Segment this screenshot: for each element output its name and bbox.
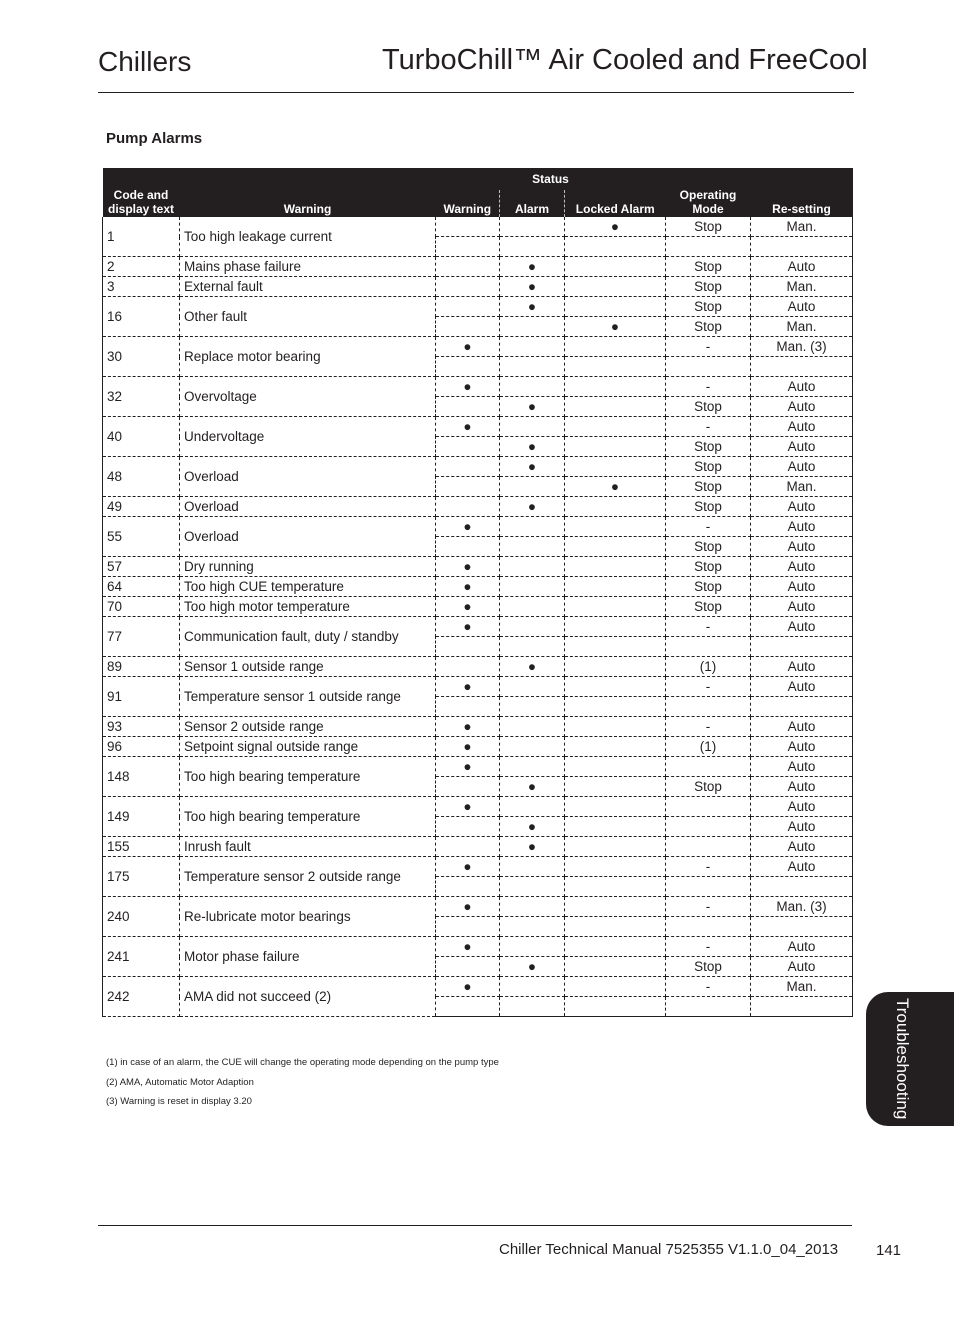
table-row	[103, 557, 853, 577]
status-warning-cell: ●	[436, 557, 500, 577]
operating-mode-cell: Stop	[666, 597, 751, 617]
status-warning-cell: ●	[436, 597, 500, 617]
operating-mode-cell: -	[666, 517, 751, 537]
table-row	[103, 797, 853, 817]
status-locked-cell	[565, 937, 666, 957]
resetting-cell	[751, 997, 853, 1017]
alarm-code: 70	[103, 597, 180, 617]
table-row	[103, 937, 853, 957]
status-locked-cell	[565, 537, 666, 557]
table-row	[103, 857, 853, 877]
operating-mode-cell: -	[666, 377, 751, 397]
resetting-cell: Auto	[751, 737, 853, 757]
table-row	[103, 977, 853, 997]
status-alarm-cell: ●	[500, 457, 565, 477]
footer-manual-title: Chiller Technical Manual 7525355 V1.1.0_04_2013	[499, 1241, 839, 1258]
status-alarm-cell	[500, 897, 565, 917]
resetting-cell: Man.	[751, 217, 853, 237]
alarm-code: 48	[103, 457, 180, 497]
alarm-description: Communication fault, duty / standby	[180, 617, 436, 657]
operating-mode-cell: Stop	[666, 777, 751, 797]
status-locked-cell	[565, 617, 666, 637]
status-locked-cell	[565, 957, 666, 977]
alarm-code: 57	[103, 557, 180, 577]
footer-rule	[98, 1225, 852, 1226]
resetting-cell: Auto	[751, 537, 853, 557]
alarm-description: Too high leakage current	[180, 217, 436, 257]
operating-mode-cell: Stop	[666, 557, 751, 577]
table-row	[103, 617, 853, 637]
status-alarm-cell	[500, 477, 565, 497]
status-locked-cell	[565, 797, 666, 817]
header-right-title: TurboChill™ Air Cooled and FreeCool	[382, 44, 868, 76]
table-row	[103, 257, 853, 277]
status-warning-cell: ●	[436, 937, 500, 957]
status-warning-cell: ●	[436, 857, 500, 877]
table-row	[103, 757, 853, 777]
status-alarm-cell: ●	[500, 837, 565, 857]
resetting-cell: Auto	[751, 377, 853, 397]
status-alarm-cell: ●	[500, 397, 565, 417]
status-locked-cell	[565, 337, 666, 357]
pump-alarms-table	[102, 168, 853, 1017]
alarm-code: 242	[103, 977, 180, 1017]
resetting-cell: Man.	[751, 477, 853, 497]
status-alarm-cell	[500, 797, 565, 817]
operating-mode-cell	[666, 837, 751, 857]
operating-mode-cell	[666, 757, 751, 777]
operating-mode-cell: Stop	[666, 317, 751, 337]
status-alarm-cell: ●	[500, 297, 565, 317]
alarm-code: 55	[103, 517, 180, 557]
alarm-description: Dry running	[180, 557, 436, 577]
resetting-cell: Auto	[751, 457, 853, 477]
operating-mode-cell: Stop	[666, 277, 751, 297]
alarm-code: 91	[103, 677, 180, 717]
status-warning-cell: ●	[436, 737, 500, 757]
status-locked-cell	[565, 597, 666, 617]
resetting-cell: Auto	[751, 397, 853, 417]
table-row	[103, 517, 853, 537]
status-locked-cell	[565, 277, 666, 297]
alarm-description: AMA did not succeed (2)	[180, 977, 436, 1017]
header-code: Code and display text	[103, 168, 180, 217]
resetting-cell: Auto	[751, 297, 853, 317]
alarm-code: 93	[103, 717, 180, 737]
status-locked-cell	[565, 757, 666, 777]
status-warning-cell: ●	[436, 677, 500, 697]
operating-mode-cell: -	[666, 897, 751, 917]
alarm-description: Undervoltage	[180, 417, 436, 457]
status-alarm-cell	[500, 537, 565, 557]
operating-mode-cell	[666, 877, 751, 897]
resetting-cell: Man. (3)	[751, 897, 853, 917]
operating-mode-cell: -	[666, 677, 751, 697]
status-locked-cell	[565, 297, 666, 317]
table-row	[103, 897, 853, 917]
alarm-description: Temperature sensor 1 outside range	[180, 677, 436, 717]
status-warning-cell	[436, 397, 500, 417]
operating-mode-cell	[666, 917, 751, 937]
alarm-code: 49	[103, 497, 180, 517]
header-status-alarm: Alarm	[500, 190, 565, 217]
status-warning-cell	[436, 257, 500, 277]
status-warning-cell	[436, 497, 500, 517]
status-locked-cell	[565, 437, 666, 457]
status-warning-cell: ●	[436, 897, 500, 917]
status-locked-cell	[565, 997, 666, 1017]
resetting-cell	[751, 877, 853, 897]
operating-mode-cell: Stop	[666, 457, 751, 477]
resetting-cell: Auto	[751, 937, 853, 957]
status-warning-cell	[436, 697, 500, 717]
table-body	[103, 217, 853, 1017]
resetting-cell: Man.	[751, 977, 853, 997]
status-alarm-cell	[500, 597, 565, 617]
alarm-description: Inrush fault	[180, 837, 436, 857]
status-locked-cell	[565, 457, 666, 477]
status-locked-cell	[565, 377, 666, 397]
status-alarm-cell	[500, 217, 565, 237]
header-rule	[98, 92, 854, 93]
status-alarm-cell: ●	[500, 497, 565, 517]
status-locked-cell: ●	[565, 317, 666, 337]
header-status-locked: Locked Alarm	[565, 190, 666, 217]
status-warning-cell	[436, 537, 500, 557]
resetting-cell: Man.	[751, 277, 853, 297]
operating-mode-cell: Stop	[666, 217, 751, 237]
resetting-cell: Auto	[751, 957, 853, 977]
alarm-description: Re-lubricate motor bearings	[180, 897, 436, 937]
status-warning-cell: ●	[436, 517, 500, 537]
status-locked-cell	[565, 357, 666, 377]
resetting-cell: Auto	[751, 717, 853, 737]
status-warning-cell	[436, 317, 500, 337]
status-warning-cell	[436, 457, 500, 477]
status-locked-cell: ●	[565, 477, 666, 497]
troubleshooting-tab[interactable]	[866, 992, 954, 1126]
table-row	[103, 837, 853, 857]
alarm-description: Replace motor bearing	[180, 337, 436, 377]
alarm-description: Mains phase failure	[180, 257, 436, 277]
resetting-cell: Auto	[751, 597, 853, 617]
resetting-cell: Auto	[751, 257, 853, 277]
status-alarm-cell	[500, 937, 565, 957]
alarm-description: Sensor 1 outside range	[180, 657, 436, 677]
status-alarm-cell: ●	[500, 437, 565, 457]
status-warning-cell: ●	[436, 717, 500, 737]
operating-mode-cell: Stop	[666, 297, 751, 317]
status-locked-cell	[565, 237, 666, 257]
status-alarm-cell: ●	[500, 777, 565, 797]
operating-mode-cell: Stop	[666, 577, 751, 597]
resetting-cell: Auto	[751, 557, 853, 577]
table-row	[103, 417, 853, 437]
operating-mode-cell	[666, 237, 751, 257]
resetting-cell: Auto	[751, 497, 853, 517]
resetting-cell: Auto	[751, 757, 853, 777]
troubleshooting-tab-label: Troubleshooting	[893, 998, 912, 1120]
alarm-code: 77	[103, 617, 180, 657]
table-header	[103, 168, 853, 217]
status-warning-cell	[436, 877, 500, 897]
status-alarm-cell	[500, 377, 565, 397]
status-locked-cell	[565, 977, 666, 997]
status-warning-cell	[436, 277, 500, 297]
status-alarm-cell: ●	[500, 817, 565, 837]
status-locked-cell	[565, 257, 666, 277]
status-locked-cell	[565, 517, 666, 537]
alarm-code: 155	[103, 837, 180, 857]
alarm-description: Too high motor temperature	[180, 597, 436, 617]
alarm-code: 148	[103, 757, 180, 797]
operating-mode-cell	[666, 697, 751, 717]
resetting-cell	[751, 237, 853, 257]
resetting-cell	[751, 637, 853, 657]
alarm-code: 3	[103, 277, 180, 297]
alarm-description: Overload	[180, 497, 436, 517]
resetting-cell	[751, 357, 853, 377]
status-locked-cell	[565, 877, 666, 897]
status-alarm-cell	[500, 317, 565, 337]
status-alarm-cell	[500, 637, 565, 657]
table-row	[103, 657, 853, 677]
resetting-cell: Man.	[751, 317, 853, 337]
table-row	[103, 577, 853, 597]
status-warning-cell	[436, 917, 500, 937]
status-warning-cell: ●	[436, 577, 500, 597]
resetting-cell: Auto	[751, 417, 853, 437]
operating-mode-cell: -	[666, 617, 751, 637]
resetting-cell: Auto	[751, 517, 853, 537]
page-number: 141	[876, 1242, 902, 1259]
table-row	[103, 217, 853, 237]
operating-mode-cell: Stop	[666, 957, 751, 977]
resetting-cell: Auto	[751, 437, 853, 457]
status-locked-cell	[565, 697, 666, 717]
status-warning-cell	[436, 217, 500, 237]
status-warning-cell	[436, 957, 500, 977]
alarm-code: 96	[103, 737, 180, 757]
status-warning-cell	[436, 837, 500, 857]
table-row	[103, 457, 853, 477]
table-row	[103, 717, 853, 737]
resetting-cell: Auto	[751, 837, 853, 857]
table-row	[103, 337, 853, 357]
status-alarm-cell	[500, 977, 565, 997]
resetting-cell	[751, 697, 853, 717]
resetting-cell: Auto	[751, 857, 853, 877]
status-locked-cell	[565, 557, 666, 577]
status-alarm-cell	[500, 917, 565, 937]
status-locked-cell	[565, 497, 666, 517]
operating-mode-cell	[666, 817, 751, 837]
status-locked-cell	[565, 817, 666, 837]
status-locked-cell	[565, 837, 666, 857]
status-alarm-cell	[500, 617, 565, 637]
alarm-description: Too high bearing temperature	[180, 797, 436, 837]
status-locked-cell: ●	[565, 217, 666, 237]
resetting-cell	[751, 917, 853, 937]
alarm-code: 149	[103, 797, 180, 837]
table-row	[103, 597, 853, 617]
status-locked-cell	[565, 857, 666, 877]
operating-mode-cell: -	[666, 977, 751, 997]
operating-mode-cell: Stop	[666, 437, 751, 457]
status-locked-cell	[565, 737, 666, 757]
status-locked-cell	[565, 637, 666, 657]
footnote-1: (1) in case of an alarm, the CUE will change the operating mode depending on the pump type	[106, 1057, 499, 1068]
status-locked-cell	[565, 657, 666, 677]
table-row	[103, 737, 853, 757]
alarm-code: 40	[103, 417, 180, 457]
status-warning-cell: ●	[436, 617, 500, 637]
status-warning-cell	[436, 777, 500, 797]
operating-mode-cell	[666, 997, 751, 1017]
status-alarm-cell	[500, 677, 565, 697]
alarm-code: 89	[103, 657, 180, 677]
operating-mode-cell: -	[666, 417, 751, 437]
resetting-cell: Auto	[751, 657, 853, 677]
status-locked-cell	[565, 777, 666, 797]
alarm-description: Overload	[180, 457, 436, 497]
status-warning-cell	[436, 477, 500, 497]
operating-mode-cell: Stop	[666, 537, 751, 557]
operating-mode-cell: -	[666, 937, 751, 957]
footnote-2: (2) AMA, Automatic Motor Adaption	[106, 1077, 254, 1088]
status-alarm-cell: ●	[500, 657, 565, 677]
alarm-description: Too high CUE temperature	[180, 577, 436, 597]
status-alarm-cell: ●	[500, 257, 565, 277]
status-alarm-cell	[500, 357, 565, 377]
status-alarm-cell	[500, 877, 565, 897]
table-row	[103, 277, 853, 297]
status-alarm-cell	[500, 557, 565, 577]
alarm-description: Other fault	[180, 297, 436, 337]
resetting-cell: Auto	[751, 677, 853, 697]
alarm-description: Temperature sensor 2 outside range	[180, 857, 436, 897]
resetting-cell: Auto	[751, 797, 853, 817]
status-warning-cell: ●	[436, 797, 500, 817]
status-warning-cell	[436, 357, 500, 377]
status-locked-cell	[565, 417, 666, 437]
operating-mode-cell: -	[666, 857, 751, 877]
header-left-title: Chillers	[98, 46, 192, 77]
table-row	[103, 297, 853, 317]
status-warning-cell	[436, 297, 500, 317]
alarm-code: 32	[103, 377, 180, 417]
status-locked-cell	[565, 897, 666, 917]
alarm-description: Overvoltage	[180, 377, 436, 417]
operating-mode-cell: (1)	[666, 657, 751, 677]
status-alarm-cell	[500, 857, 565, 877]
alarm-code: 240	[103, 897, 180, 937]
status-alarm-cell	[500, 337, 565, 357]
operating-mode-cell: Stop	[666, 497, 751, 517]
status-alarm-cell	[500, 757, 565, 777]
resetting-cell: Auto	[751, 777, 853, 797]
status-alarm-cell	[500, 737, 565, 757]
alarm-code: 16	[103, 297, 180, 337]
resetting-cell: Auto	[751, 617, 853, 637]
status-alarm-cell	[500, 717, 565, 737]
status-locked-cell	[565, 677, 666, 697]
status-alarm-cell	[500, 417, 565, 437]
status-alarm-cell: ●	[500, 277, 565, 297]
resetting-cell: Man. (3)	[751, 337, 853, 357]
alarm-code: 64	[103, 577, 180, 597]
status-locked-cell	[565, 917, 666, 937]
operating-mode-cell: Stop	[666, 477, 751, 497]
status-alarm-cell	[500, 577, 565, 597]
status-warning-cell	[436, 237, 500, 257]
header-status-warning: Warning	[436, 190, 500, 217]
operating-mode-cell: Stop	[666, 257, 751, 277]
header-operating-mode: Operating Mode	[666, 168, 751, 217]
status-warning-cell: ●	[436, 417, 500, 437]
status-warning-cell	[436, 637, 500, 657]
header-resetting: Re-setting	[751, 168, 853, 217]
operating-mode-cell	[666, 797, 751, 817]
header-status-group: Status	[436, 168, 666, 190]
status-alarm-cell: ●	[500, 957, 565, 977]
status-locked-cell	[565, 397, 666, 417]
status-alarm-cell	[500, 997, 565, 1017]
status-alarm-cell	[500, 517, 565, 537]
alarm-description: Too high bearing temperature	[180, 757, 436, 797]
status-warning-cell	[436, 997, 500, 1017]
operating-mode-cell: Stop	[666, 397, 751, 417]
alarm-code: 1	[103, 217, 180, 257]
alarm-description: Overload	[180, 517, 436, 557]
status-warning-cell: ●	[436, 757, 500, 777]
operating-mode-cell: -	[666, 337, 751, 357]
table-row	[103, 497, 853, 517]
footnote-3: (3) Warning is reset in display 3.20	[106, 1096, 252, 1107]
alarm-code: 30	[103, 337, 180, 377]
alarm-description: External fault	[180, 277, 436, 297]
resetting-cell: Auto	[751, 577, 853, 597]
alarm-code: 241	[103, 937, 180, 977]
status-warning-cell: ●	[436, 337, 500, 357]
status-warning-cell	[436, 437, 500, 457]
status-warning-cell	[436, 657, 500, 677]
operating-mode-cell	[666, 357, 751, 377]
alarm-code: 2	[103, 257, 180, 277]
header-warning: Warning	[180, 168, 436, 217]
status-alarm-cell	[500, 697, 565, 717]
status-warning-cell: ●	[436, 977, 500, 997]
operating-mode-cell: (1)	[666, 737, 751, 757]
table-row	[103, 677, 853, 697]
operating-mode-cell: -	[666, 717, 751, 737]
status-warning-cell: ●	[436, 377, 500, 397]
status-locked-cell	[565, 717, 666, 737]
section-title: Pump Alarms	[106, 130, 203, 147]
status-locked-cell	[565, 577, 666, 597]
status-alarm-cell	[500, 237, 565, 257]
alarm-description: Setpoint signal outside range	[180, 737, 436, 757]
resetting-cell: Auto	[751, 817, 853, 837]
alarm-code: 175	[103, 857, 180, 897]
status-warning-cell	[436, 817, 500, 837]
operating-mode-cell	[666, 637, 751, 657]
alarm-description: Motor phase failure	[180, 937, 436, 977]
table-row	[103, 377, 853, 397]
alarm-description: Sensor 2 outside range	[180, 717, 436, 737]
